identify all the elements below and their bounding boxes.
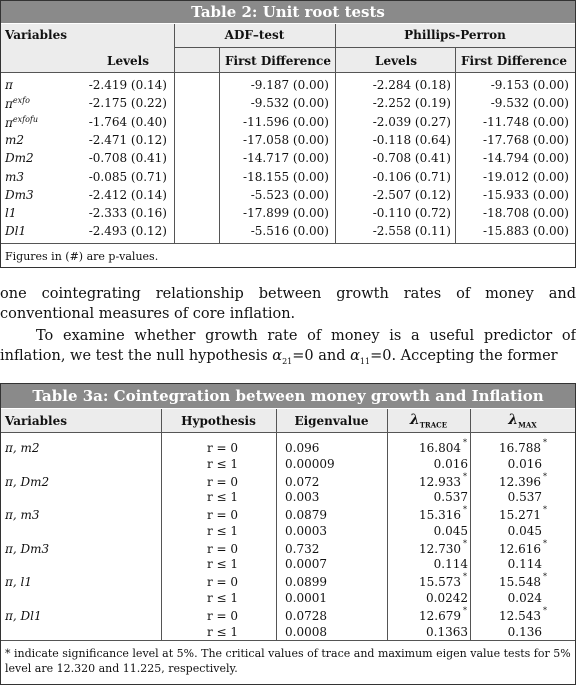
col-divider <box>219 48 220 243</box>
table-2 <box>0 0 576 268</box>
table-cell-max: 12.543 <box>499 609 541 623</box>
col-divider <box>174 24 175 243</box>
table-cell-pp-first-diff: -11.748 (0.00) <box>483 114 569 129</box>
table-cell-max: 15.271 <box>499 508 541 523</box>
table-cell-hypothesis: r = 0 <box>207 575 239 590</box>
col-header-variables: Variables <box>5 414 67 428</box>
col-header-max: $\lambda_{MAX}$ <box>508 412 537 430</box>
table-cell-adf-levels: -2.493 (0.12) <box>88 224 167 239</box>
significance-star: * <box>543 572 547 582</box>
table-cell-adf-levels: -0.708 (0.41) <box>88 151 167 166</box>
col-divider <box>455 48 456 243</box>
table-row-variable: π, m3 <box>5 508 40 523</box>
table-cell-adf-first-diff: -18.155 (0.00) <box>243 169 329 184</box>
table-row-variable: m3 <box>5 169 25 184</box>
body-paragraph-2: To examine whether growth rate of money is a useful predictor of inflation, we test the null hypothesis $\alpha_{21}=0$ and $\alpha_{11}=0$. Accepting the former <box>0 328 576 366</box>
table-cell-eigenvalue: 0.0728 <box>285 609 327 623</box>
header-bottom-rule <box>1 72 575 73</box>
body-bottom-rule <box>1 640 575 641</box>
table-cell-trace: 0.016 <box>433 456 468 471</box>
table-cell-trace: 0.1363 <box>426 624 468 639</box>
significance-star: * <box>543 438 547 447</box>
table-cell-pp-first-diff: -15.933 (0.00) <box>483 187 569 202</box>
table-cell-pp-first-diff: -18.708 (0.00) <box>483 206 569 221</box>
table-cell-trace: 0.537 <box>433 490 468 505</box>
table-cell-pp-levels: -2.284 (0.18) <box>372 78 451 92</box>
table-cell-adf-levels: -2.175 (0.22) <box>88 96 167 111</box>
table-cell-max: 12.616 <box>499 541 541 556</box>
table-row-variable: Dm2 <box>5 151 34 166</box>
table-cell-pp-levels: -2.558 (0.11) <box>372 224 451 239</box>
table-cell-pp-levels: -0.110 (0.72) <box>372 206 451 221</box>
table-row-variable: π, Dm2 <box>5 474 50 489</box>
table-row-variable: $\pi^{exfofu}$ <box>5 114 39 130</box>
table-cell-adf-first-diff: -5.516 (0.00) <box>250 224 329 239</box>
table-cell-eigenvalue: 0.0001 <box>285 590 327 605</box>
header-divider <box>174 47 575 48</box>
table-cell-max: 0.537 <box>507 490 542 505</box>
table-3a <box>0 383 576 685</box>
col-header-adf: ADF–test <box>224 28 285 42</box>
table-2-title: Table 2: Unit root tests <box>1 1 575 23</box>
table-cell-adf-levels: -1.764 (0.40) <box>88 114 167 129</box>
col-header-hypothesis: Hypothesis <box>181 414 256 428</box>
table-cell-eigenvalue: 0.0899 <box>285 575 327 590</box>
table-2-footnote: Figures in (#) are p-values. <box>5 250 159 263</box>
col-header-trace: $\lambda_{TRACE}$ <box>409 412 448 430</box>
table-cell-adf-first-diff: -9.532 (0.00) <box>250 96 329 111</box>
table-cell-pp-first-diff: -17.768 (0.00) <box>483 132 569 147</box>
table-cell-adf-levels: -2.333 (0.16) <box>88 206 167 221</box>
table-cell-adf-first-diff: -14.717 (0.00) <box>243 151 329 166</box>
table-cell-trace: 15.316 <box>419 508 461 523</box>
table-cell-adf-first-diff: -9.187 (0.00) <box>250 78 329 92</box>
table-cell-trace: 0.0242 <box>426 590 468 605</box>
table-cell-pp-levels: -2.252 (0.19) <box>372 96 451 111</box>
table-cell-trace: 12.679 <box>419 609 461 623</box>
table-cell-eigenvalue: 0.003 <box>285 490 320 505</box>
table-cell-adf-first-diff: -11.596 (0.00) <box>243 114 329 129</box>
table-cell-hypothesis: r ≤ 1 <box>207 523 239 538</box>
table-cell-pp-first-diff: -9.532 (0.00) <box>490 96 569 111</box>
table-cell-adf-levels: -2.471 (0.12) <box>88 132 167 147</box>
table-cell-max: 15.548 <box>499 575 541 590</box>
significance-star: * <box>463 572 467 582</box>
table-row-variable: Dm3 <box>5 187 34 202</box>
col-divider <box>387 409 388 640</box>
table-cell-pp-first-diff: -14.794 (0.00) <box>483 151 569 166</box>
significance-star: * <box>543 538 547 548</box>
significance-star: * <box>543 606 547 615</box>
table-cell-eigenvalue: 0.0008 <box>285 624 327 639</box>
table-cell-max: 16.788 <box>499 441 541 455</box>
table-cell-pp-levels: -0.118 (0.64) <box>372 132 451 147</box>
table-cell-max: 12.396 <box>499 474 541 489</box>
table-cell-max: 0.114 <box>507 557 542 572</box>
table-cell-hypothesis: r ≤ 1 <box>207 624 239 639</box>
significance-star: * <box>463 538 467 548</box>
table-cell-max: 0.136 <box>507 624 542 639</box>
table-cell-hypothesis: r = 0 <box>207 474 239 489</box>
col-header-eigenvalue: Eigenvalue <box>294 414 369 428</box>
table-cell-max: 0.016 <box>507 456 542 471</box>
table-row-variable: π <box>5 78 13 92</box>
table-cell-hypothesis: r = 0 <box>207 609 239 623</box>
table-cell-hypothesis: r = 0 <box>207 441 239 455</box>
table-3a-footnote: * indicate significance level at 5%. The critical values of trace and maximum eigen value tests for 5% level are 12.320 and 11.225, respectively. <box>5 647 571 675</box>
table-cell-trace: 12.730 <box>419 541 461 556</box>
col-header-adf-levels: Levels <box>107 54 149 68</box>
table-cell-pp-levels: -2.039 (0.27) <box>372 114 451 129</box>
table-row-variable: m2 <box>5 132 25 147</box>
table-cell-adf-levels: -0.085 (0.71) <box>88 169 167 184</box>
col-divider <box>161 409 162 640</box>
table-cell-hypothesis: r ≤ 1 <box>207 590 239 605</box>
table-cell-trace: 12.933 <box>419 474 461 489</box>
table-cell-pp-levels: -0.708 (0.41) <box>372 151 451 166</box>
body-bottom-rule <box>1 243 575 244</box>
col-divider <box>470 409 471 640</box>
table-row-variable: π, l1 <box>5 575 32 590</box>
table-row-variable: $\pi^{exfo}$ <box>5 96 30 112</box>
table-cell-eigenvalue: 0.732 <box>285 541 320 556</box>
table-cell-adf-first-diff: -17.058 (0.00) <box>243 132 329 147</box>
table-cell-max: 0.045 <box>507 523 542 538</box>
table-cell-hypothesis: r ≤ 1 <box>207 490 239 505</box>
table-cell-pp-first-diff: -15.883 (0.00) <box>483 224 569 239</box>
col-divider <box>276 409 277 640</box>
table-cell-pp-levels: -2.507 (0.12) <box>372 187 451 202</box>
table-cell-trace: 16.804 <box>419 441 461 455</box>
table-cell-eigenvalue: 0.0879 <box>285 508 327 523</box>
table-cell-adf-levels: -2.419 (0.14) <box>88 78 167 92</box>
table-3a-title: Table 3a: Cointegration between money growth and Inflation <box>1 384 575 408</box>
table-row-variable: l1 <box>5 206 17 221</box>
body-paragraph-1: one cointegrating relationship between growth rates of money and conventional measures of core inflation. <box>0 286 576 322</box>
table-row-variable: π, m2 <box>5 441 40 455</box>
table-cell-adf-levels: -2.412 (0.14) <box>88 187 167 202</box>
table-cell-eigenvalue: 0.00009 <box>285 456 335 471</box>
col-header-variables: Variables <box>5 28 67 42</box>
table-cell-eigenvalue: 0.072 <box>285 474 320 489</box>
table-cell-adf-first-diff: -17.899 (0.00) <box>243 206 329 221</box>
table-cell-eigenvalue: 0.096 <box>285 441 320 455</box>
table-cell-hypothesis: r = 0 <box>207 541 239 556</box>
col-header-pp-first-diff: First Difference <box>461 54 567 68</box>
significance-star: * <box>463 471 467 481</box>
table-cell-hypothesis: r ≤ 1 <box>207 557 239 572</box>
table-cell-hypothesis: r ≤ 1 <box>207 456 239 471</box>
table-cell-trace: 0.114 <box>433 557 468 572</box>
table-cell-pp-first-diff: -19.012 (0.00) <box>483 169 569 184</box>
significance-star: * <box>463 505 467 515</box>
significance-star: * <box>463 438 467 447</box>
col-divider <box>335 24 336 243</box>
table-cell-eigenvalue: 0.0003 <box>285 523 327 538</box>
col-header-adf-first-diff: First Difference <box>225 54 331 68</box>
significance-star: * <box>543 471 547 481</box>
table-cell-pp-levels: -0.106 (0.71) <box>372 169 451 184</box>
table-row-variable: π, Dm3 <box>5 541 50 556</box>
table-cell-adf-first-diff: -5.523 (0.00) <box>250 187 329 202</box>
table-cell-max: 0.024 <box>507 590 542 605</box>
significance-star: * <box>463 606 467 615</box>
col-header-pp-levels: Levels <box>375 54 417 68</box>
significance-star: * <box>543 505 547 515</box>
table-cell-pp-first-diff: -9.153 (0.00) <box>490 78 569 92</box>
table-row-variable: Dl1 <box>5 224 27 239</box>
header-bottom-rule <box>1 432 575 433</box>
table-cell-eigenvalue: 0.0007 <box>285 557 327 572</box>
table-row-variable: π, Dl1 <box>5 609 42 623</box>
col-header-pp: Phillips-Perron <box>404 28 506 42</box>
table-cell-trace: 0.045 <box>433 523 468 538</box>
table-cell-hypothesis: r = 0 <box>207 508 239 523</box>
table-cell-trace: 15.573 <box>419 575 461 590</box>
